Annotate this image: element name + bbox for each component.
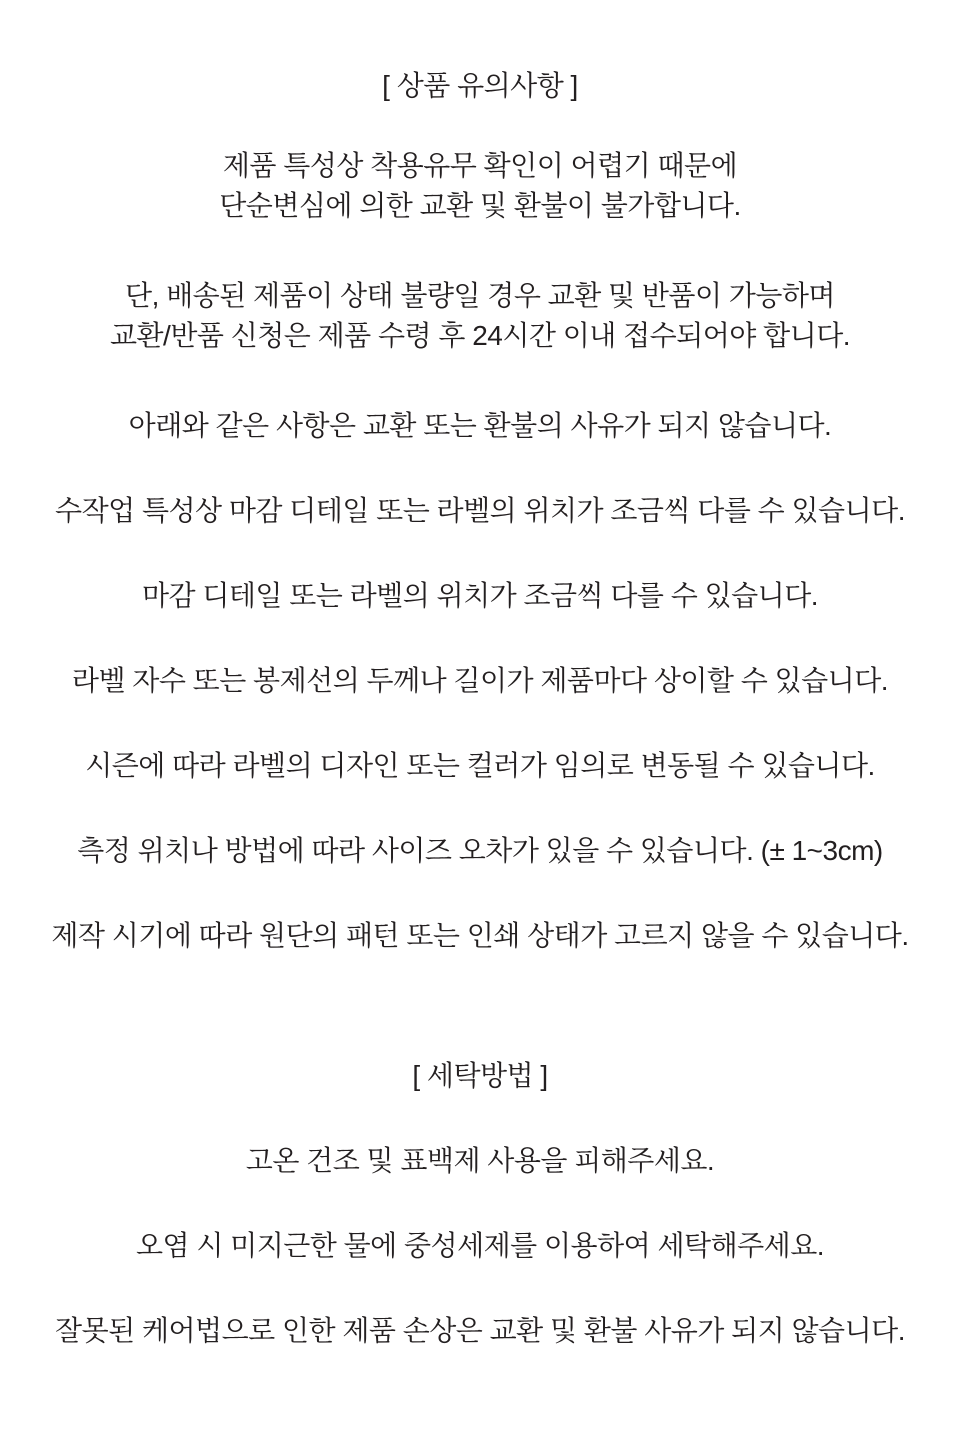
- notice-paragraph: [0, 916, 960, 956]
- notice-line: 잘못된 케어법으로 인한 제품 손상은 교환 및 환불 사유가 되지 않습니다.: [55, 1315, 905, 1346]
- notice-line: 오염 시 미지근한 물에 중성세제를 이용하여 세탁해주세요.: [135, 1230, 825, 1261]
- notice-paragraph: [0, 1311, 960, 1351]
- notice-paragraph: [0, 491, 960, 531]
- notice-line: 마감 디테일 또는 라벨의 위치가 조금씩 다를 수 있습니다.: [141, 580, 819, 611]
- notice-line: 시즌에 따라 라벨의 디자인 또는 컬러가 임의로 변동될 수 있습니다.: [85, 750, 875, 781]
- notice-paragraph: [0, 746, 960, 786]
- notice-paragraph: [0, 276, 960, 356]
- notice-line: 교환/반품 신청은 제품 수령 후 24시간 이내 접수되어야 합니다.: [109, 320, 851, 351]
- notice-paragraph: [0, 406, 960, 446]
- notice-paragraph: [0, 576, 960, 616]
- notice-line: 아래와 같은 사항은 교환 또는 환불의 사유가 되지 않습니다.: [128, 410, 832, 441]
- washing-method-section: [0, 1056, 960, 1351]
- notice-line: 수작업 특성상 마감 디테일 또는 라벨의 위치가 조금씩 다를 수 있습니다.: [55, 495, 905, 526]
- notice-paragraph: [0, 831, 960, 871]
- washing-method-title: [ 세탁방법 ]: [412, 1060, 548, 1091]
- notice-paragraph: [0, 1226, 960, 1266]
- product-precautions-section: [0, 66, 960, 956]
- notice-paragraph: [0, 1141, 960, 1181]
- notice-line: 제작 시기에 따라 원단의 패턴 또는 인쇄 상태가 고르지 않을 수 있습니다.: [51, 920, 909, 951]
- notice-line: 제품 특성상 착용유무 확인이 어렵기 때문에: [222, 150, 738, 181]
- notice-paragraph: [0, 146, 960, 226]
- notice-line: 측정 위치나 방법에 따라 사이즈 오차가 있을 수 있습니다. (± 1~3cm): [77, 835, 883, 866]
- notice-line: 라벨 자수 또는 봉제선의 두께나 길이가 제품마다 상이할 수 있습니다.: [71, 665, 889, 696]
- notice-paragraph: [0, 661, 960, 701]
- notice-line: 단, 배송된 제품이 상태 불량일 경우 교환 및 반품이 가능하며: [125, 280, 835, 311]
- notice-line: 고온 건조 및 표백제 사용을 피해주세요.: [245, 1145, 715, 1176]
- notice-line: 단순변심에 의한 교환 및 환불이 불가합니다.: [219, 190, 741, 221]
- product-precautions-title: [ 상품 유의사항 ]: [382, 70, 578, 101]
